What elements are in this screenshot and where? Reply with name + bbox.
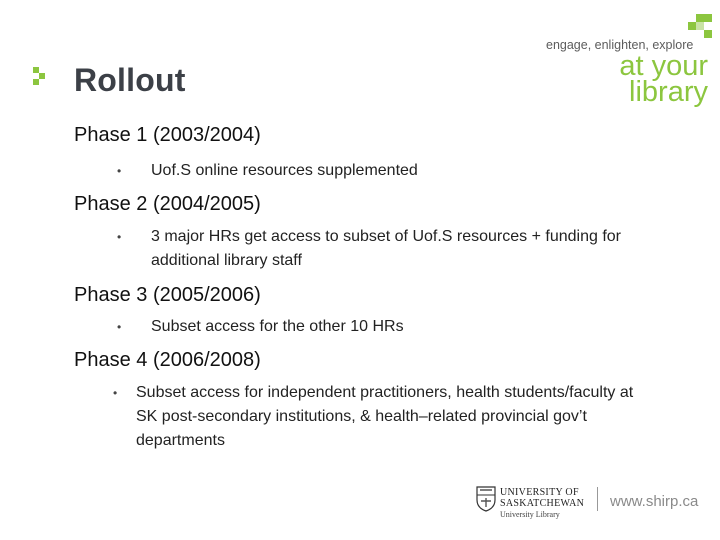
bullet-icon: • [117, 230, 122, 244]
phase-3-heading: Phase 3 (2005/2006) [74, 284, 261, 306]
phase-3-bullet: Subset access for the other 10 HRs [151, 318, 404, 335]
library-logo [540, 14, 716, 110]
footer-divider [597, 487, 598, 511]
university-line-1: UNIVERSITY OF [500, 487, 579, 498]
phase-2-bullet: 3 major HRs get access to subset of Uof.S resources + funding for additional library staff [151, 228, 621, 269]
logo-line-1: at your [619, 50, 708, 82]
title-bullet-icon [33, 67, 45, 97]
bullet-icon: • [117, 164, 122, 178]
university-line-2: SASKATCHEWAN [500, 498, 585, 509]
logo-tagline: engage, enlighten, explore [546, 38, 694, 52]
bullet-icon: • [117, 320, 122, 334]
footer-branding [470, 482, 715, 526]
slide-title: Rollout [74, 62, 186, 98]
phase-1-heading: Phase 1 (2003/2004) [74, 124, 261, 146]
website-link[interactable]: www.shirp.ca [610, 493, 699, 510]
university-name [500, 487, 584, 520]
logo-line-2: library [629, 76, 708, 108]
university-library-label: University Library [500, 510, 560, 519]
bullet-icon: • [113, 386, 118, 400]
university-crest-icon [476, 486, 496, 512]
phase-2-heading: Phase 2 (2004/2005) [74, 193, 261, 215]
phase-1-bullet: Uof.S online resources supplemented [151, 162, 418, 179]
phase-4-bullet: Subset access for independent practitioners, health students/faculty at SK post-secondary institutions, & health–related provincial gov’t departments [136, 384, 634, 449]
phase-4-heading: Phase 4 (2006/2008) [74, 349, 261, 371]
